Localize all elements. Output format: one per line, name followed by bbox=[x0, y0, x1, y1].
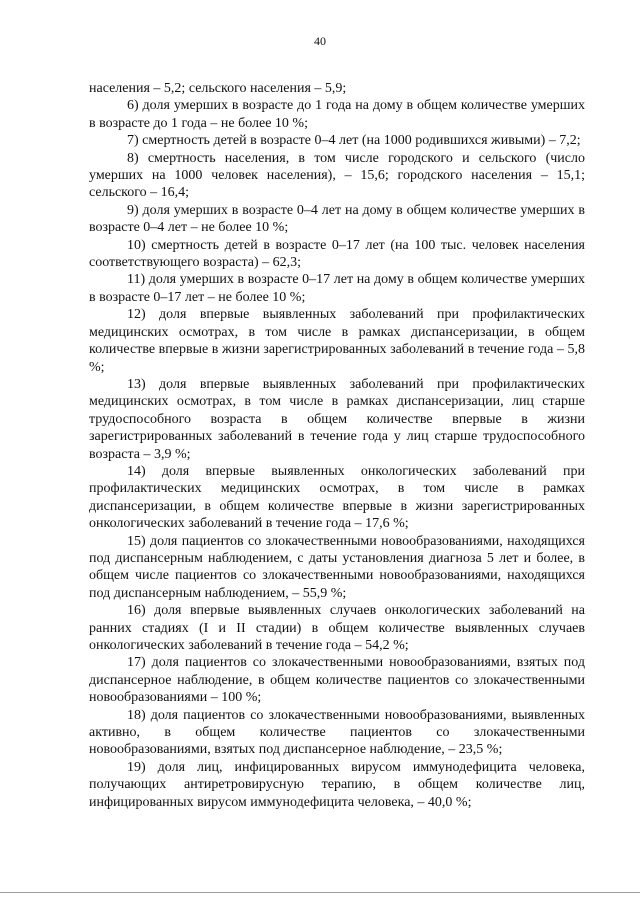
paragraph: 10) смертность детей в возрасте 0–17 лет (на 100 тыс. человек населения соответствующего возраста) – 62,3; bbox=[89, 237, 585, 271]
paragraph: 11) доля умерших в возрасте 0–17 лет на дому в общем количестве умерших в возрасте 0–17 лет – не более 10 %; bbox=[89, 272, 585, 305]
paragraph: 16) доля впервые выявленных случаев онкологических заболеваний на ранних стадиях (I и II стадии) в общем количестве выявленных случаев онкологических заболеваний в течение года – 54,2 %; bbox=[89, 603, 585, 653]
document-body bbox=[89, 80, 585, 811]
paragraph: 6) доля умерших в возрасте до 1 года на дому в общем количестве умерших в возрасте до 1 года – не более 10 %; bbox=[89, 98, 585, 131]
paragraph: 19) доля лиц, инфицированных вирусом иммунодефицита человека, получающих антиретровирусную терапию, в общем количестве лиц, инфицированных вирусом иммунодефицита человека, – 40,0 %; bbox=[89, 759, 585, 810]
paragraph: 7) смертность детей в возрасте 0–4 лет (на 1000 родившихся живыми) – 7,2; bbox=[127, 133, 581, 149]
paragraph: 17) доля пациентов со злокачественными новообразованиями, взятых под диспансерное наблюдение, в общем количестве пациентов со злокачественными новообразованиями – 100 %; bbox=[89, 655, 585, 706]
paragraph: 15) доля пациентов со злокачественными новообразованиями, находящихся под диспансерным наблюдением, с даты установления диагноза 5 лет и более, в общем числе пациентов со злокачественными новообразованиями, находящихся под диспансерным наблюдением, – 55,9 %; bbox=[89, 533, 585, 601]
paragraph: 12) доля впервые выявленных заболеваний при профилактических медицинских осмотрах, в том числе в рамках диспансеризации, в общем количестве впервые в жизни зарегистрированных заболеваний в течение года – 5,8 %; bbox=[89, 307, 585, 375]
paragraph: населения – 5,2; сельского населения – 5,9; bbox=[89, 81, 347, 96]
paragraph: 9) доля умерших в возрасте 0–4 лет на дому в общем количестве умерших в возрасте 0–4 лет – не более 10 %; bbox=[89, 202, 585, 236]
scan-edge-divider bbox=[0, 892, 640, 893]
paragraph: 14) доля впервые выявленных онкологических заболеваний при профилактических медицинских осмотрах, в том числе в рамках диспансеризации, в общем количестве впервые в жизни зарегистрированных онкологических заболеваний в течение года – 17,6 %; bbox=[89, 463, 585, 532]
paragraph: 8) смертность населения, в том числе городского и сельского (число умерших на 1000 человек населения), – 15,6; городского населения – 15,1; сельского – 16,4; bbox=[89, 150, 585, 201]
paragraph: 18) доля пациентов со злокачественными новообразованиями, выявленных активно, в общем количестве пациентов со злокачественными новообразованиями, взятых под диспансерное наблюдение, – 23,5 %; bbox=[89, 707, 585, 758]
paragraph: 13) доля впервые выявленных заболеваний при профилактических медицинских осмотрах, в том числе в рамках диспансеризации, лиц старше трудоспособного возраста в общем количестве впервые в жизни зарегистрированных заболеваний в течение года у лиц старше трудоспособного возраста – 3,9 %; bbox=[89, 376, 585, 462]
page-number: 40 bbox=[314, 34, 326, 48]
